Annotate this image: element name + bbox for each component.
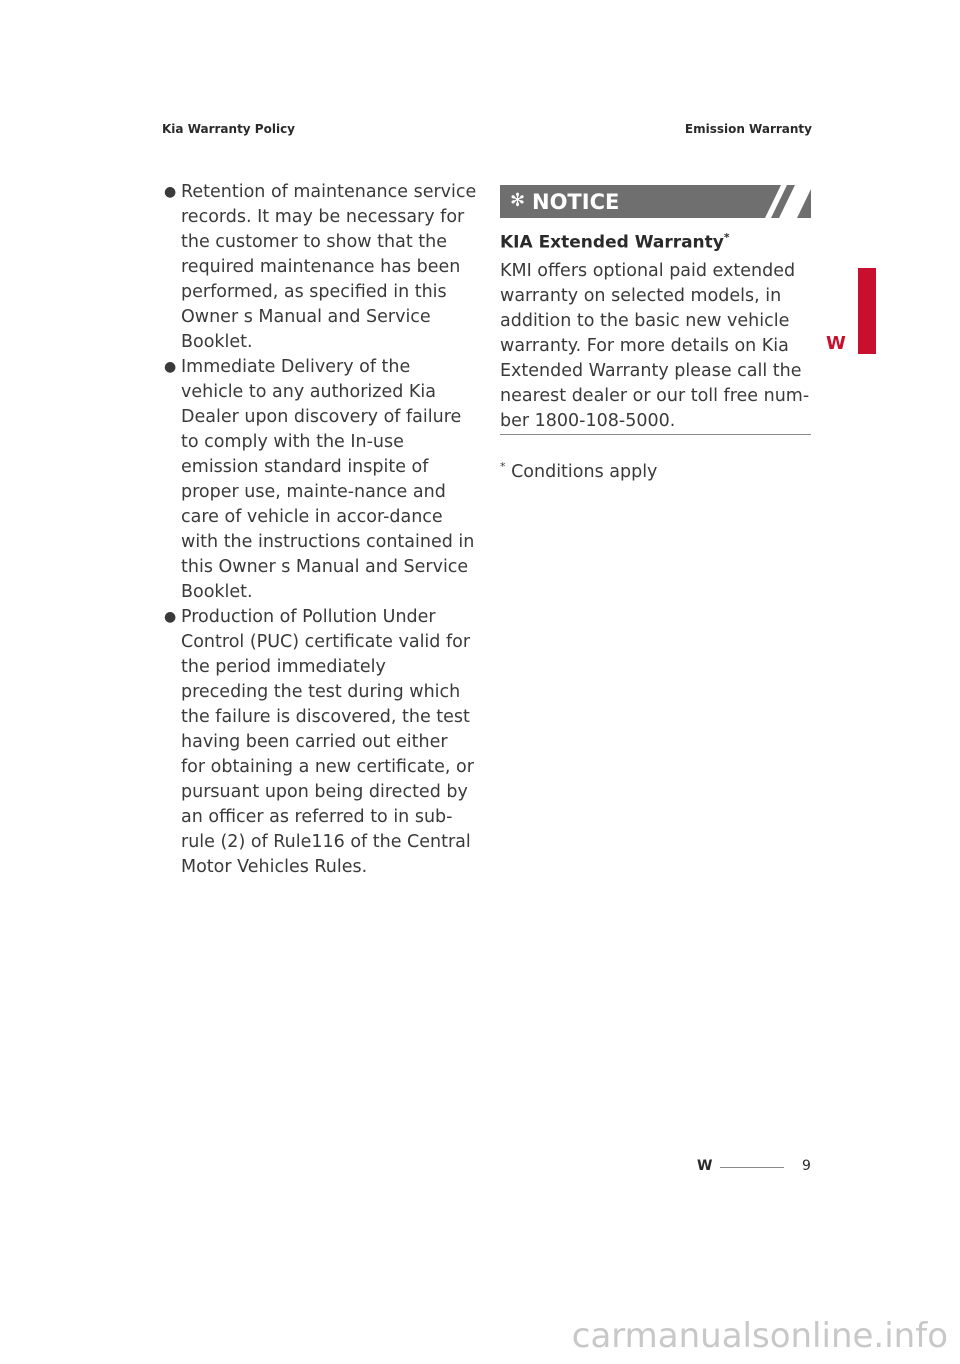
list-item-text: Immediate Delivery of the vehicle to any authorized Kia Dealer upon discovery of failure to comply with the In-use emission standard inspite of proper use, mainte-nance and care of vehicle in accor-dance with the instructions contained in this Owner s Manual and Service Booklet.: [181, 357, 475, 602]
footer-divider: [720, 1167, 784, 1168]
footnote-text: Conditions apply: [505, 461, 658, 482]
side-chapter-tab: [858, 268, 876, 354]
bullet-icon: ●: [164, 359, 177, 375]
side-chapter-letter: W: [826, 333, 846, 354]
notice-stripes-icon: [751, 185, 811, 218]
notice-heading-text: KIA Extended Warranty: [500, 232, 724, 253]
footer-section-letter: W: [697, 1158, 713, 1174]
notice-heading-mark: *: [723, 231, 730, 244]
notice-heading: [500, 226, 811, 255]
bullet-icon: ●: [164, 184, 177, 200]
list-item: [162, 180, 477, 355]
notice-title: NOTICE: [532, 190, 620, 214]
list-item-text: Production of Pollution Under Control (PUC) certificate valid for the period immediately preceding the test during which the failure is discovered, the test having been carried out either for obtaining a new certificate, or pursuant upon being directed by an officer as referred to in sub-rule (2) of Rule116 of the Central Motor Vehicles Rules.: [181, 607, 474, 877]
notice-content: [500, 226, 811, 434]
header-chapter-title: Emission Warranty: [684, 122, 812, 136]
bullet-icon: ●: [164, 609, 177, 625]
notice-body: KMI offers optional paid extended warranty on selected models, in addition to the basic new vehicle warranty. For more details on Kia Extended Warranty please call the nearest dealer or our toll free num-ber 1800-108-5000.: [500, 260, 810, 431]
watermark: carmanualsonline.info: [571, 1316, 948, 1356]
list-item-text: Retention of maintenance service records. It may be necessary for the customer to show that the required maintenance has been performed, as specified in this Owner s Manual and Service Booklet.: [181, 182, 477, 352]
notice-banner: [500, 185, 811, 218]
header-section-title: Kia Warranty Policy: [162, 122, 296, 136]
page-number: 9: [802, 1158, 811, 1174]
left-column: [162, 180, 477, 880]
notice-divider: [500, 434, 811, 435]
bullet-list: [162, 180, 477, 880]
footnote-mark: *: [500, 460, 506, 473]
list-item: [162, 605, 477, 880]
footnote: [500, 454, 657, 485]
notice-star-icon: ✻: [510, 190, 526, 211]
list-item: [162, 355, 477, 605]
